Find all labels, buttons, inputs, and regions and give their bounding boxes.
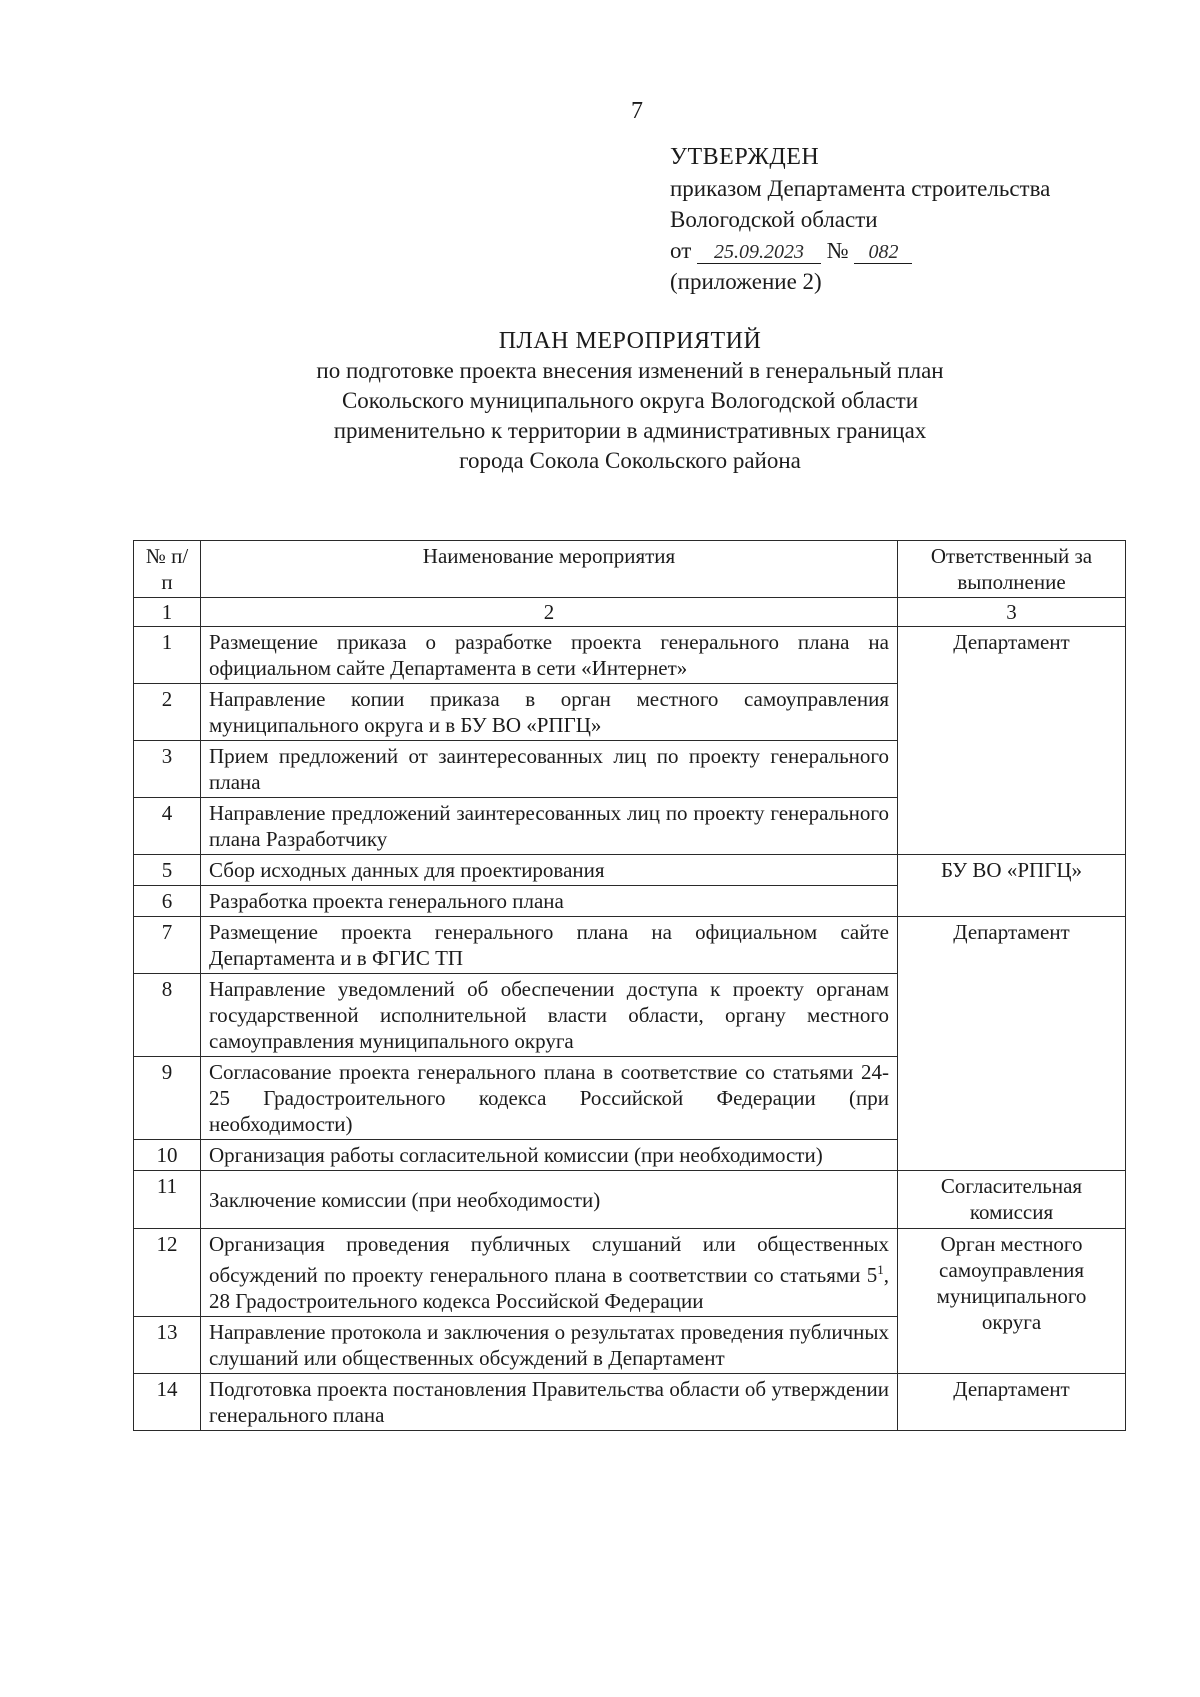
row-name: Сбор исходных данных для проектирования [201, 855, 898, 886]
table-header-row [134, 541, 1126, 598]
approval-line-1: приказом Департамента строительства [670, 176, 1051, 201]
responsible-cell: БУ ВО «РПГЦ» [898, 855, 1126, 917]
table-row [134, 917, 1126, 974]
handwritten-date: 25.09.2023 [697, 241, 821, 264]
row-num: 5 [134, 855, 201, 886]
row-num: 13 [134, 1317, 201, 1374]
row-name-text: Организация проведения публичных слушаний или общественных обсуждений по проекту генерального плана в соответствии со статьями 5 [209, 1232, 889, 1287]
table-row [134, 627, 1126, 684]
row-num: 4 [134, 798, 201, 855]
row-name: Направление предложений заинтересованных лиц по проекту генерального плана Разработчику [201, 798, 898, 855]
plan-title-line-3: применительно к территории в административных границах [333, 418, 927, 443]
row-num: 10 [134, 1140, 201, 1171]
handwritten-number: 082 [854, 241, 912, 264]
table-row [134, 855, 1126, 886]
table-row [134, 1229, 1126, 1317]
row-name: Направление копии приказа в орган местного самоуправления муниципального округа и в БУ ВО «РПГЦ» [201, 684, 898, 741]
from-label: от [670, 238, 692, 263]
row-num: 11 [134, 1171, 201, 1229]
row-name: Направление протокола и заключения о результатах проведения публичных слушаний или общественных обсуждений в Департамент [201, 1317, 898, 1374]
responsible-cell: Департамент [898, 917, 1126, 1171]
superscript: 1 [877, 1262, 884, 1277]
row-name: Подготовка проекта постановления Правительства области об утверждении генерального плана [201, 1374, 898, 1431]
row-num: 6 [134, 886, 201, 917]
approval-heading: УТВЕРЖДЕН [670, 144, 820, 170]
row-num: 1 [134, 627, 201, 684]
plan-title-line-2: Сокольского муниципального округа Вологодской области [341, 388, 919, 413]
responsible-cell: Департамент [898, 627, 1126, 855]
row-num: 14 [134, 1374, 201, 1431]
row-name [201, 1229, 898, 1317]
row-num: 3 [134, 741, 201, 798]
table-row [134, 1171, 1126, 1229]
index-cell: 3 [898, 598, 1126, 627]
row-name: Разработка проекта генерального плана [201, 886, 898, 917]
responsible-cell: Департамент [898, 1374, 1126, 1431]
row-num: 7 [134, 917, 201, 974]
plan-title-main: ПЛАН МЕРОПРИЯТИЙ [498, 328, 762, 354]
index-cell: 1 [134, 598, 201, 627]
plan-title-line-1: по подготовке проекта внесения изменений в генеральный план [316, 358, 944, 383]
approval-date-line [670, 235, 1140, 266]
row-name: Размещение проекта генерального плана на официальном сайте Департамента и в ФГИС ТП [201, 917, 898, 974]
row-name: Прием предложений от заинтересованных лиц по проекту генерального плана [201, 741, 898, 798]
row-name: Заключение комиссии (при необходимости) [201, 1171, 898, 1229]
row-num: 8 [134, 974, 201, 1057]
page-number: 7 [631, 98, 643, 124]
row-num: 2 [134, 684, 201, 741]
row-name-text: , 28 Градостроительного кодекса Российской Федерации [209, 1263, 889, 1313]
row-num: 12 [134, 1229, 201, 1317]
row-name: Организация работы согласительной комиссии (при необходимости) [201, 1140, 898, 1171]
table-row [134, 1374, 1126, 1431]
plan-table [133, 540, 1126, 1431]
responsible-cell: Орган местного самоуправления муниципального округа [898, 1229, 1126, 1374]
row-name: Размещение приказа о разработке проекта генерального плана на официальном сайте Департамента в сети «Интернет» [201, 627, 898, 684]
plan-title [140, 326, 1120, 476]
approval-block [670, 142, 1140, 297]
responsible-cell: Согласительная комиссия [898, 1171, 1126, 1229]
row-name: Согласование проекта генерального плана в соответствие со статьями 24-25 Градостроительного кодекса Российской Федерации (при необходимости) [201, 1057, 898, 1140]
appendix-label: (приложение 2) [670, 269, 822, 294]
plan-title-line-4: города Сокола Сокольского района [459, 448, 801, 473]
table-index-row [134, 598, 1126, 627]
header-responsible: Ответственный за выполнение [898, 541, 1126, 598]
number-label: № [826, 238, 849, 263]
header-name: Наименование мероприятия [201, 541, 898, 598]
row-num: 9 [134, 1057, 201, 1140]
index-cell: 2 [201, 598, 898, 627]
header-num: № п/п [134, 541, 201, 598]
approval-line-2: Вологодской области [670, 207, 878, 232]
row-name: Направление уведомлений об обеспечении доступа к проекту органам государственной исполнительной власти области, органу местного самоуправления муниципального округа [201, 974, 898, 1057]
